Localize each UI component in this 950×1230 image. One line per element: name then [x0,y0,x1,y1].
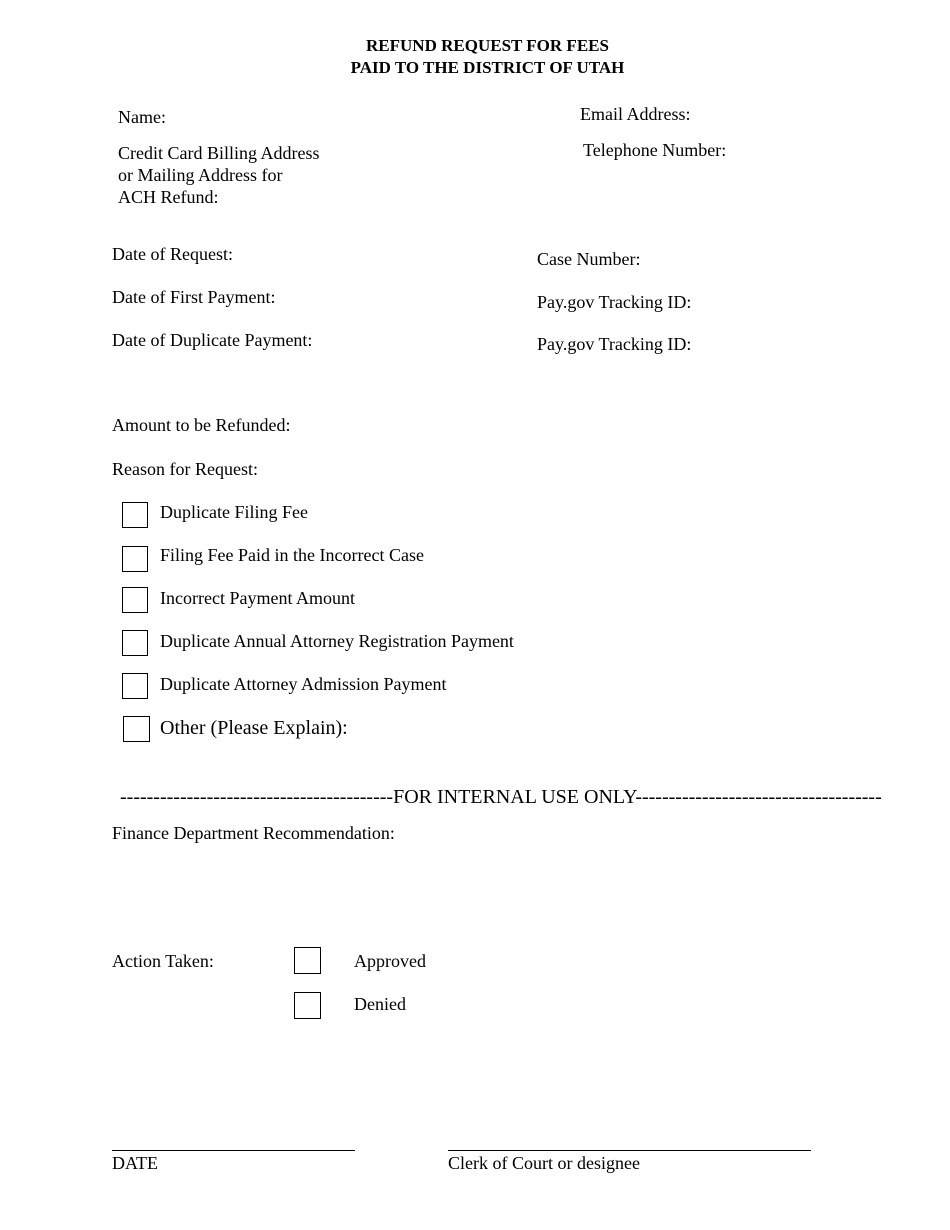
paygov-tracking-id-1-label: Pay.gov Tracking ID: [537,292,692,312]
internal-use-divider: -----------------------------------------FOR INTERNAL USE ONLY------------------------------------- [120,786,882,808]
incorrect-case-checkbox[interactable] [122,546,148,572]
duplicate-attorney-admission-checkbox[interactable] [122,673,148,699]
denied-label: Denied [354,994,406,1014]
denied-checkbox[interactable] [294,992,321,1019]
form-title-line-1: REFUND REQUEST FOR FEES [366,36,609,55]
approved-label: Approved [354,951,426,971]
duplicate-annual-registration-checkbox[interactable] [122,630,148,656]
date-of-request-label: Date of Request: [112,244,233,264]
paygov-tracking-id-2-label: Pay.gov Tracking ID: [537,334,692,354]
date-signature-line[interactable] [112,1150,355,1151]
date-signature-label: DATE [112,1153,158,1173]
amount-to-be-refunded-label: Amount to be Refunded: [112,415,291,435]
billing-address-label-line-1: Credit Card Billing Address [118,143,320,163]
finance-recommendation-label: Finance Department Recommendation: [112,823,395,843]
duplicate-attorney-admission-label: Duplicate Attorney Admission Payment [160,674,447,694]
billing-address-label-line-2: or Mailing Address for [118,165,283,185]
clerk-signature-line[interactable] [448,1150,811,1151]
name-label: Name: [118,107,166,127]
form-title-line-2: PAID TO THE DISTRICT OF UTAH [350,58,625,77]
duplicate-filing-fee-checkbox[interactable] [122,502,148,528]
case-number-label: Case Number: [537,249,641,269]
incorrect-payment-amount-checkbox[interactable] [122,587,148,613]
reason-for-request-label: Reason for Request: [112,459,258,479]
other-reason-label: Other (Please Explain): [160,717,348,739]
telephone-number-label: Telephone Number: [583,140,727,160]
date-of-first-payment-label: Date of First Payment: [112,287,276,307]
billing-address-label [118,142,378,208]
action-taken-label: Action Taken: [112,951,214,971]
date-of-duplicate-payment-label: Date of Duplicate Payment: [112,330,313,350]
other-reason-checkbox[interactable] [123,716,150,742]
incorrect-case-label: Filing Fee Paid in the Incorrect Case [160,545,424,565]
duplicate-filing-fee-label: Duplicate Filing Fee [160,502,308,522]
email-address-label: Email Address: [580,104,691,124]
billing-address-label-line-3: ACH Refund: [118,187,219,207]
approved-checkbox[interactable] [294,947,321,974]
incorrect-payment-amount-label: Incorrect Payment Amount [160,588,355,608]
clerk-signature-label: Clerk of Court or designee [448,1153,640,1173]
duplicate-annual-registration-label: Duplicate Annual Attorney Registration Payment [160,631,514,651]
